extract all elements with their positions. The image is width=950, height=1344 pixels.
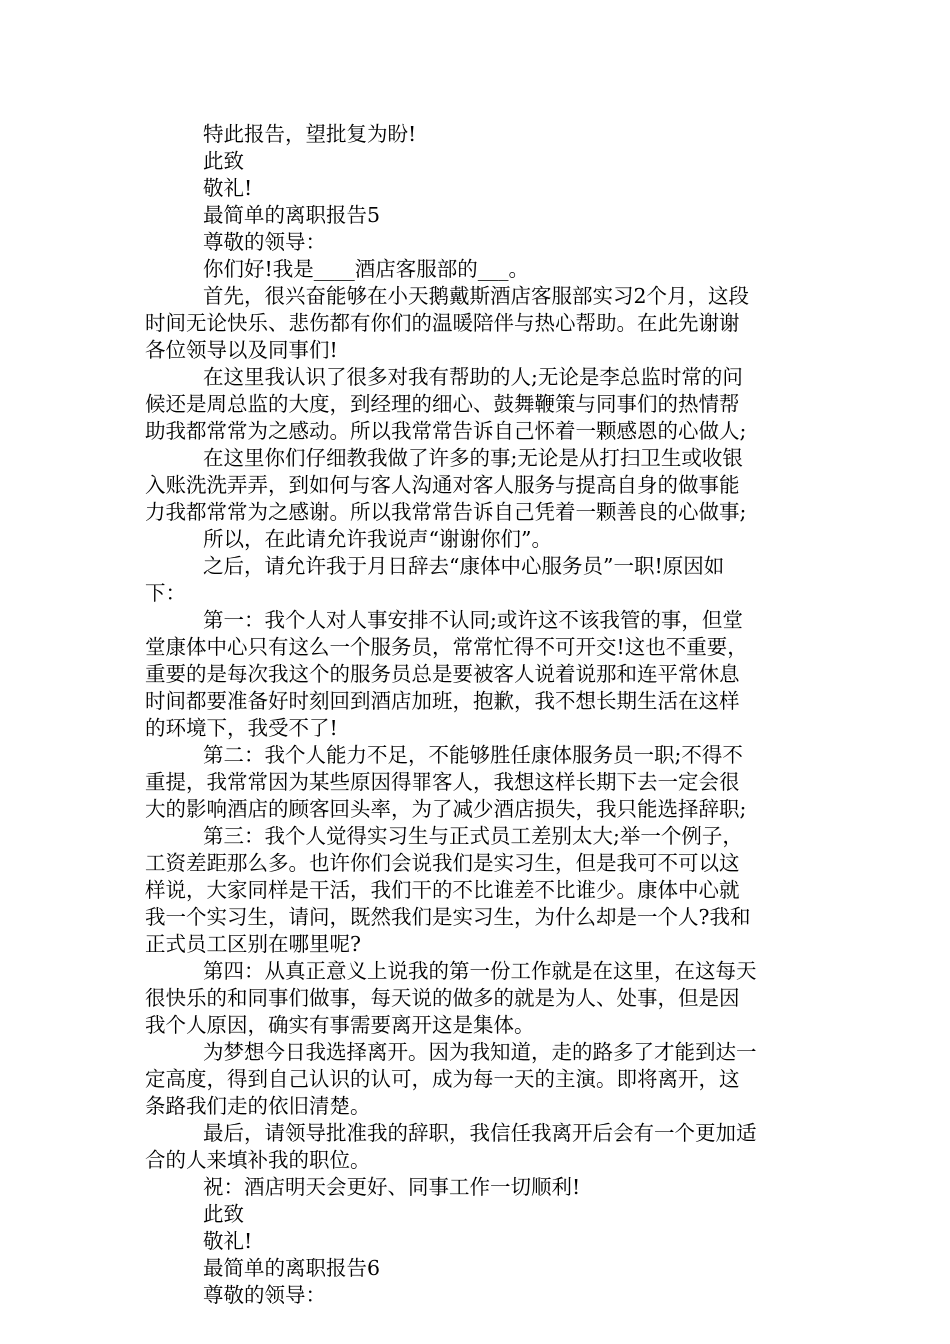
text-line: 祝：酒店明天会更好、同事工作一切顺利! (203, 1175, 581, 1199)
text-line: 定高度，得到自己认识的认可，成为每一天的主演。即将离开，这 (145, 1067, 740, 1091)
text-line: 工资差距那么多。也许你们会说我们是实习生，但是我可不可以这 (145, 851, 740, 875)
text-line: 之后，请允许我于月日辞去“康体中心服务员”一职!原因如 (203, 554, 725, 578)
text-line: 时间都要准备好时刻回到酒店加班，抱歉，我不想长期生活在这样 (145, 689, 740, 713)
text-line: 重要的是每次我这个的服务员总是要被客人说着说那和连平常休息 (145, 662, 740, 686)
text-line: 最简单的离职报告5 (203, 203, 381, 227)
text-line: 第三：我个人觉得实习生与正式员工差别太大;举一个例子， (203, 824, 743, 848)
text-line: 尊敬的领导： (203, 230, 326, 254)
text-line: 在这里你们仔细教我做了许多的事;无论是从打扫卫生或收银 (203, 446, 743, 470)
text-line: 最简单的离职报告6 (203, 1256, 381, 1280)
text-line: 特此报告，望批复为盼! (203, 122, 417, 146)
text-line: 合的人来填补我的职位。 (145, 1148, 371, 1172)
text-line: 第二：我个人能力不足，不能够胜任康体服务员一职;不得不 (203, 743, 743, 767)
text-line: 所以，在此请允许我说声“谢谢你们”。 (203, 527, 552, 551)
text-line: 下： (145, 581, 186, 605)
text-line: 条路我们走的依旧清楚。 (145, 1094, 371, 1118)
text-line: 在这里我认识了很多对我有帮助的人;无论是李总监时常的问 (203, 365, 743, 389)
text-line: 正式员工区别在哪里呢? (145, 932, 361, 956)
document-page (145, 121, 810, 1309)
text-line: 样说，大家同样是干活，我们干的不比谁差不比谁少。康体中心就 (145, 878, 740, 902)
text-line: 堂康体中心只有这么一个服务员，常常忙得不可开交!这也不重要， (145, 635, 748, 659)
text-line: 我个人原因，确实有事需要离开这是集体。 (145, 1013, 535, 1037)
text-line: 候还是周总监的大度，到经理的细心、鼓舞鞭策与同事们的热情帮 (145, 392, 740, 416)
text-line: 大的影响酒店的顾客回头率，为了减少酒店损失，我只能选择辞职; (145, 797, 747, 821)
text-line: 各位领导以及同事们! (145, 338, 338, 362)
text-line: 很快乐的和同事们做事，每天说的做多的就是为人、处事，但是因 (145, 986, 740, 1010)
text-line: 敬礼! (203, 176, 253, 200)
text-line: 入账洗洗弄弄，到如何与客人沟通对客人服务与提高自身的做事能 (145, 473, 740, 497)
text-line: 你们好!我是____酒店客服部的___。 (203, 257, 529, 281)
text-line: 时间无论快乐、悲伤都有你们的温暖陪伴与热心帮助。在此先谢谢 (145, 311, 740, 335)
text-line: 助我都常常为之感动。所以我常常告诉自己怀着一颗感恩的心做人; (145, 419, 747, 443)
text-line: 的环境下，我受不了! (145, 716, 338, 740)
text-line: 力我都常常为之感谢。所以我常常告诉自己凭着一颗善良的心做事; (145, 500, 747, 524)
text-line: 此致 (203, 149, 244, 173)
text-line: 尊敬的领导： (203, 1283, 326, 1307)
text-line: 为梦想今日我选择离开。因为我知道，走的路多了才能到达一 (203, 1040, 757, 1064)
text-line: 首先，很兴奋能够在小天鹅戴斯酒店客服部实习2个月，这段 (203, 284, 750, 308)
text-line: 最后，请领导批准我的辞职，我信任我离开后会有一个更加适 (203, 1121, 757, 1145)
text-line: 第四：从真正意义上说我的第一份工作就是在这里，在这每天 (203, 959, 757, 983)
text-line: 敬礼! (203, 1229, 253, 1253)
text-line: 第一：我个人对人事安排不认同;或许这不该我管的事，但堂 (203, 608, 743, 632)
text-line: 我一个实习生，请问，既然我们是实习生，为什么却是一个人?我和 (145, 905, 751, 929)
text-line: 此致 (203, 1202, 244, 1226)
text-line: 重提，我常常因为某些原因得罪客人，我想这样长期下去一定会很 (145, 770, 740, 794)
